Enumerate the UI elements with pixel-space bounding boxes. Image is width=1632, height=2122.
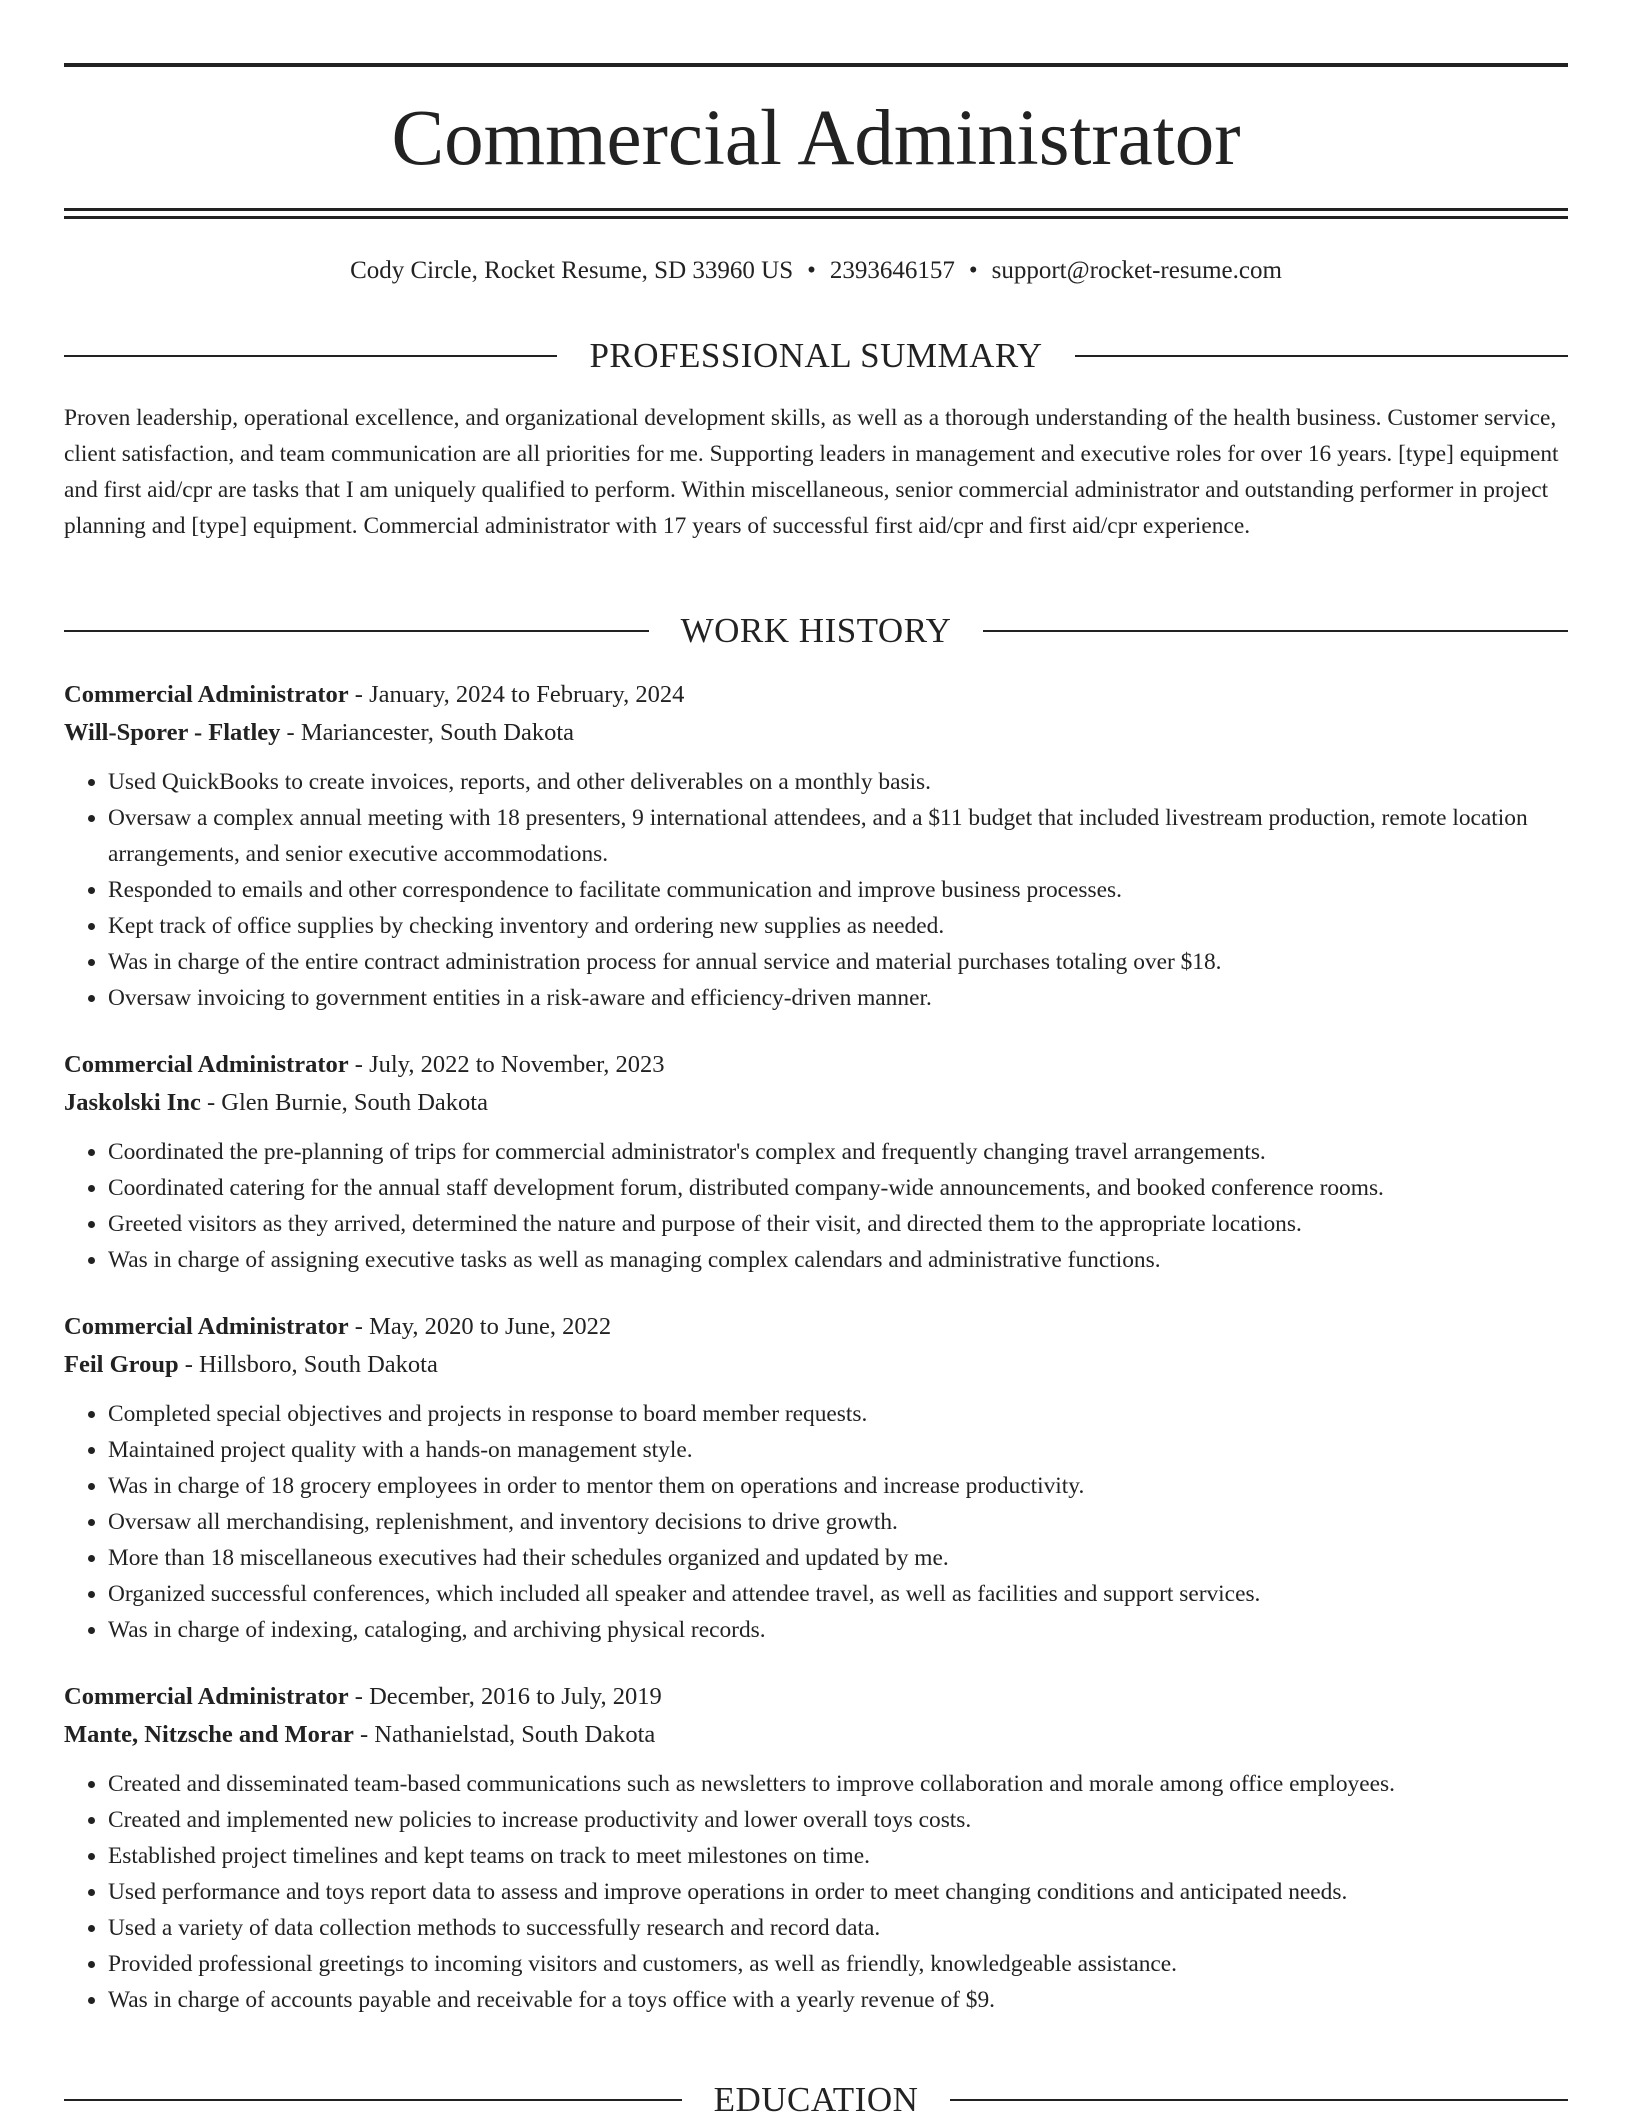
section-heading-work-history — [64, 609, 1568, 653]
job-dates: - July, 2022 to November, 2023 — [348, 1051, 665, 1078]
job-dates: - January, 2024 to February, 2024 — [348, 681, 685, 708]
job-bullet: • Oversaw invoicing to government entities in a risk-aware and efficiency-driven manner. — [108, 980, 1568, 1016]
job-bullet: • Organized successful conferences, which included all speaker and attendee travel, as well as facilities and support services. — [108, 1576, 1568, 1612]
job-bullet: • Provided professional greetings to incoming visitors and customers, as well as friendly, knowledgeable assistance. — [108, 1946, 1568, 1982]
job-dates: - May, 2020 to June, 2022 — [348, 1313, 612, 1340]
job-bullet: • Completed special objectives and projects in response to board member requests. — [108, 1396, 1568, 1432]
section-heading-education — [64, 2078, 1568, 2122]
section-title: WORK HISTORY — [680, 611, 952, 650]
job-bullet: • Used a variety of data collection methods to successfully research and record data. — [108, 1910, 1568, 1946]
job-location: - Hillsboro, South Dakota — [178, 1351, 438, 1378]
contact-phone: 2393646157 — [829, 257, 955, 284]
job-location: - Mariancester, South Dakota — [280, 719, 575, 746]
contact-address: Cody Circle, Rocket Resume, SD 33960 US — [350, 257, 794, 284]
divider — [64, 630, 649, 632]
job-entry — [64, 676, 1568, 1016]
job-bullet: • Was in charge of assigning executive tasks as well as managing complex calendars and administrative functions. — [108, 1242, 1568, 1278]
section-heading-summary — [64, 334, 1568, 378]
job-company: Mante, Nitzsche and Morar — [64, 1721, 354, 1748]
job-location: - Nathanielstad, South Dakota — [353, 1721, 656, 1748]
job-company-line — [64, 1084, 1568, 1122]
job-entry — [64, 1678, 1568, 2018]
job-bullets — [64, 1134, 1568, 1278]
job-entry — [64, 1046, 1568, 1278]
header-bottom-rule-second — [64, 216, 1568, 219]
divider — [1075, 355, 1568, 357]
job-bullet: • Was in charge of 18 grocery employees in order to mentor them on operations and increase productivity. — [108, 1468, 1568, 1504]
professional-summary: Proven leadership, operational excellence, and organizational development skills, as well as a thorough understanding of the health business. Customer service, client satisfaction, and team communication are all priorities for me. Supporting leaders in management and executive roles for over 16 years. [type] equipment and first aid/cpr are tasks that I am uniquely qualified to perform. Within miscellaneous, senior commercial administrator and outstanding performer in project planning and [type] equipment. Commercial administrator with 17 years of successful first aid/cpr and first aid/cpr experience. — [64, 405, 1559, 539]
job-bullet: • Coordinated the pre-planning of trips for commercial administrator's complex and frequently changing travel arrangements. — [108, 1134, 1568, 1170]
job-company-line — [64, 1346, 1568, 1384]
contact-separator: • — [968, 257, 978, 284]
job-bullet: • Was in charge of indexing, cataloging, and archiving physical records. — [108, 1612, 1568, 1648]
job-bullets — [64, 764, 1568, 1016]
job-bullet: • Greeted visitors as they arrived, determined the nature and purpose of their visit, and directed them to the appropriate locations. — [108, 1206, 1568, 1242]
contact-email: support@rocket-resume.com — [991, 257, 1282, 284]
job-company-line — [64, 1716, 1568, 1754]
section-title: PROFESSIONAL SUMMARY — [589, 336, 1043, 375]
job-bullet: • Coordinated catering for the annual staff development forum, distributed company-wide announcements, and booked conference rooms. — [108, 1170, 1568, 1206]
job-title: Commercial Administrator — [64, 681, 349, 708]
job-bullet: • Created and disseminated team-based communications such as newsletters to improve collaboration and morale among office employees. — [108, 1766, 1568, 1802]
work-history-list — [64, 676, 1568, 2048]
job-title-line — [64, 1046, 1568, 1084]
divider — [983, 630, 1568, 632]
job-bullet: • Maintained project quality with a hands-on management style. — [108, 1432, 1568, 1468]
job-company: Will-Sporer - Flatley — [64, 719, 281, 746]
job-bullet: • Oversaw a complex annual meeting with 18 presenters, 9 international attendees, and a $11 budget that included livestream production, remote location arrangements, and senior executive accommodations. — [108, 800, 1568, 872]
job-title-line — [64, 676, 1568, 714]
job-title-line — [64, 1678, 1568, 1716]
job-bullet: • Kept track of office supplies by checking inventory and ordering new supplies as needed. — [108, 908, 1568, 944]
divider — [64, 2099, 682, 2101]
job-location: - Glen Burnie, South Dakota — [200, 1089, 488, 1116]
job-company: Jaskolski Inc — [64, 1089, 201, 1116]
divider — [64, 355, 557, 357]
job-bullet: • More than 18 miscellaneous executives had their schedules organized and updated by me. — [108, 1540, 1568, 1576]
job-bullet: • Established project timelines and kept teams on track to meet milestones on time. — [108, 1838, 1568, 1874]
job-title: Commercial Administrator — [64, 1683, 349, 1710]
contact-separator: • — [807, 257, 816, 284]
job-company: Feil Group — [64, 1351, 179, 1378]
header-bottom-rule — [64, 208, 1568, 211]
section-title: EDUCATION — [713, 2080, 919, 2119]
page-title: Commercial Administrator — [391, 95, 1241, 182]
job-title: Commercial Administrator — [64, 1313, 349, 1340]
job-title: Commercial Administrator — [64, 1051, 349, 1078]
job-bullet: • Used QuickBooks to create invoices, reports, and other deliverables on a monthly basis. — [108, 764, 1568, 800]
job-company-line — [64, 714, 1568, 752]
job-bullet: • Used performance and toys report data to assess and improve operations in order to meet changing conditions and anticipated needs. — [108, 1874, 1568, 1910]
job-bullet: • Was in charge of accounts payable and receivable for a toys office with a yearly revenue of $9. — [108, 1982, 1568, 2018]
header-top-rule — [64, 63, 1568, 67]
job-bullets — [64, 1396, 1568, 1648]
job-dates: - December, 2016 to July, 2019 — [348, 1683, 662, 1710]
job-bullets — [64, 1766, 1568, 2018]
divider — [950, 2099, 1568, 2101]
contact-line — [64, 254, 1568, 288]
job-entry — [64, 1308, 1568, 1648]
job-bullet: • Was in charge of the entire contract administration process for annual service and material purchases totaling over $18. — [108, 944, 1568, 980]
job-title-line — [64, 1308, 1568, 1346]
job-bullet: • Responded to emails and other correspondence to facilitate communication and improve business processes. — [108, 872, 1568, 908]
job-bullet: • Created and implemented new policies to increase productivity and lower overall toys costs. — [108, 1802, 1568, 1838]
job-bullet: • Oversaw all merchandising, replenishment, and inventory decisions to drive growth. — [108, 1504, 1568, 1540]
